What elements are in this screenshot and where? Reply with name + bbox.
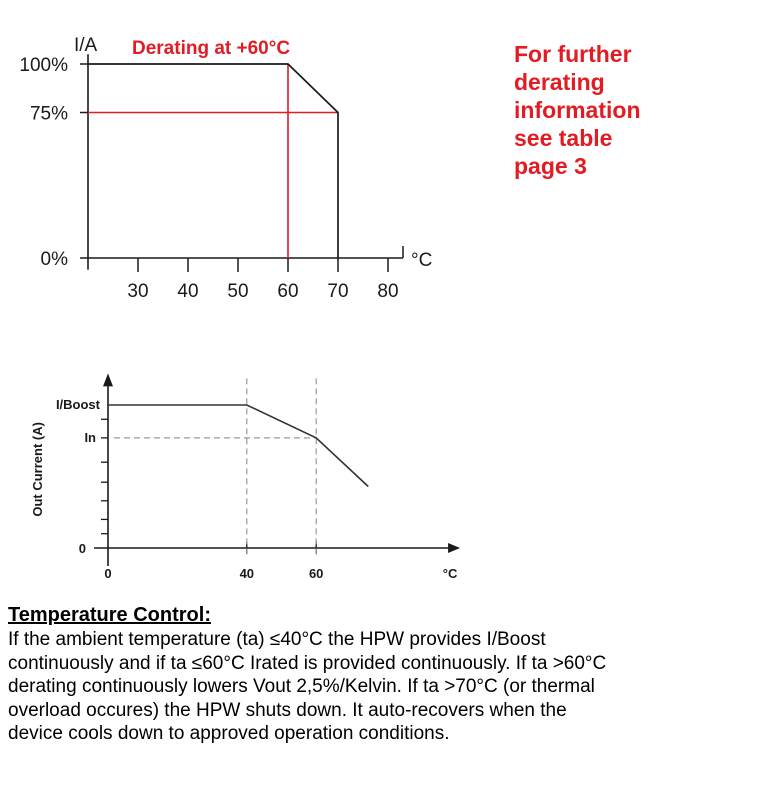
- x-tick-label: 30: [127, 281, 149, 302]
- x-tick-label: 60: [277, 281, 299, 302]
- boost-current-curve: [108, 405, 368, 487]
- y-tick-label: I/Boost: [55, 397, 100, 412]
- y-tick-label: 0: [78, 541, 86, 556]
- x-axis-label: °C: [442, 566, 458, 581]
- boost-current-chart: [0, 320, 767, 630]
- x-tick-label: 70: [327, 281, 349, 302]
- chart-title: Derating at +60°C: [132, 38, 291, 59]
- y-tick-label: 0%: [40, 249, 68, 270]
- y-axis-label: I/A: [74, 35, 98, 56]
- derating-curve: [88, 64, 338, 258]
- y-axis-arrow-icon: [103, 373, 113, 386]
- note-line: For further: [514, 41, 632, 67]
- note-line: derating: [514, 69, 605, 95]
- x-axis-arrow-icon: [448, 543, 460, 553]
- paragraph-line: If the ambient temperature (ta) ≤40°C the HPW provides I/Boost: [8, 629, 546, 650]
- x-tick-label: 80: [377, 281, 399, 302]
- x-tick-label: 60: [308, 566, 324, 581]
- paragraph-line: derating continuously lowers Vout 2,5%/Kelvin. If ta >70°C (or thermal: [8, 676, 595, 697]
- y-axis-label: Out Current (A): [30, 422, 45, 517]
- y-tick-label: In: [84, 429, 96, 445]
- paragraph-line: continuously and if ta ≤60°C Irated is provided continuously. If ta >60°C: [8, 652, 607, 674]
- x-tick-label: 0: [104, 566, 112, 581]
- x-tick-label: 50: [227, 281, 249, 302]
- temperature-control-text: [8, 628, 748, 746]
- y-tick-label: 100%: [19, 55, 68, 76]
- x-axis-label: °C: [411, 250, 433, 271]
- paragraph-line: overload occures) the HPW shuts down. It auto-recovers when the: [8, 699, 567, 721]
- note-line: information: [514, 97, 641, 123]
- x-tick-label: 40: [239, 566, 255, 581]
- paragraph-line: device cools down to approved operation conditions.: [8, 723, 450, 744]
- x-tick-label: 40: [177, 281, 199, 302]
- note-line: see table: [514, 125, 613, 151]
- temperature-control-heading: Temperature Control:: [8, 604, 211, 626]
- derating-note: [514, 40, 744, 180]
- y-tick-label: 75%: [29, 103, 68, 125]
- note-line: page 3: [514, 153, 587, 179]
